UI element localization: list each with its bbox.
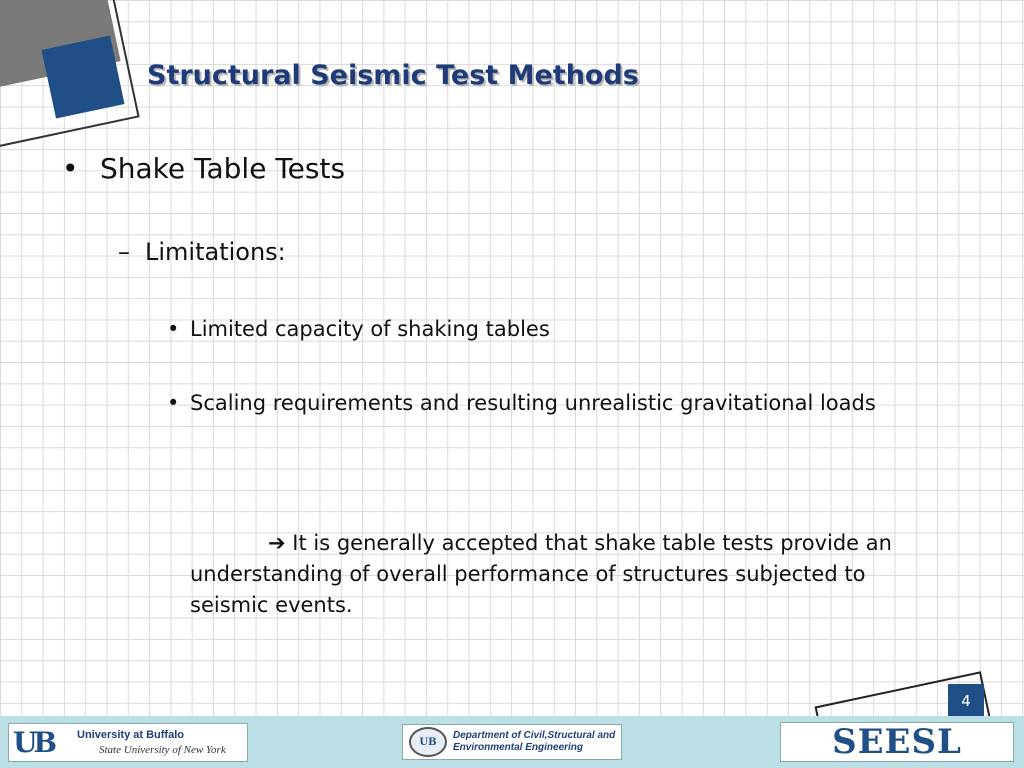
conclusion-note — [190, 528, 910, 621]
right-arrow-icon: ➔ — [268, 531, 286, 555]
department-seal-icon: UB — [409, 727, 447, 757]
corner-decoration-blue — [41, 35, 124, 118]
ub-logo-text — [77, 728, 226, 758]
department-logo — [402, 724, 622, 760]
slide-title: Structural Seismic Test Methods — [147, 60, 639, 91]
bullet-marker: • — [167, 391, 180, 415]
footer-bar — [0, 716, 1024, 768]
university-at-buffalo-logo — [8, 723, 248, 762]
page-number: 4 — [948, 684, 984, 718]
department-name: Department of Civil,Structural and Environmental Engineering — [453, 730, 616, 753]
bullet-level2-text: Limitations: — [145, 238, 286, 266]
ub-logo-icon: UB — [13, 726, 54, 759]
ub-name: University at Buffalo — [77, 728, 184, 741]
bullet-marker: • — [167, 317, 180, 341]
dash-marker: – — [118, 238, 130, 266]
bullet-level1-text: Shake Table Tests — [100, 152, 346, 185]
seesl-logo-text: SEESL — [832, 722, 962, 762]
bullet-marker: • — [62, 152, 79, 185]
bullet-level3-text: Limited capacity of shaking tables — [190, 317, 550, 341]
bullet-level3-text: Scaling requirements and resulting unrealistic gravitational loads — [190, 391, 876, 415]
ub-subtitle: State University of New York — [99, 743, 226, 756]
conclusion-note-text: It is generally accepted that shake table tests provide an understanding of overall performance of structures subjected to seismic events. — [190, 531, 892, 617]
seesl-logo — [780, 722, 1014, 762]
